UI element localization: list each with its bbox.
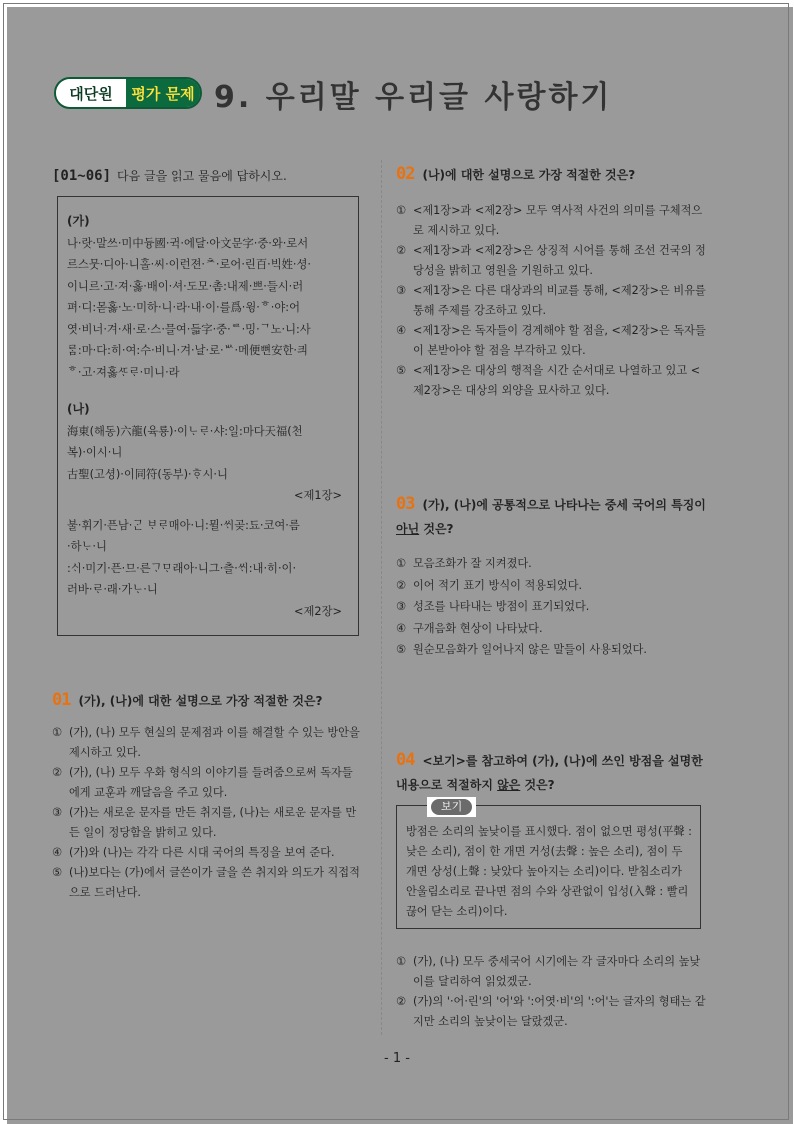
option-item[interactable]: ④ (가)와 (나)는 각각 다른 시대 국어의 특징을 보여 준다. [52,846,335,859]
passage-a-text [67,233,350,384]
passage-line: 古聖(고셩)·이同符(동부)·ᄒᆞ시·니 [67,467,228,481]
option-item[interactable]: ① (가), (나) 모두 중세국어 시기에는 각 글자마다 소리의 높낮이를 달리하여 읽었겠군. [396,955,701,988]
option-list [396,201,706,401]
option-item[interactable]: ③ 성조를 나타내는 방점이 표기되었다. [396,600,590,613]
passage-b-chapter2 [67,515,350,623]
question-range: [01~06] [52,168,112,184]
option-item[interactable]: ② 이어 적기 표기 방식이 적용되었다. [396,578,583,592]
passage-line: 르스뭇·디아·니홀·씨·이런젼·ᄎ·로어·린百·빅姓·셩· [67,258,312,271]
passage-line: 나·랏·말쓰·미中듕國·귁·에달·아文문字·중·와·로서 [67,236,309,250]
question-04 [396,748,706,797]
passage-line: 불·휘기·픈남·ᄀᆞᆫ ᄇᆞᄅᆞ매아·니:뮐·ᄊᆡ곶:됴·코여·름 [67,518,300,532]
question-04-options [396,952,706,1032]
option-item[interactable]: ① <제1장>과 <제2장> 모두 역사적 사건의 의미를 구체적으로 제시하고 있다. [396,204,703,237]
column-divider [381,160,382,1035]
question-stem: 04 <보기>를 참고하여 (가), (나)에 쓰인 방점을 설명한 내용으로 적절하지 않은 것은? [396,750,703,792]
badge-unit-label: 대단원 [56,79,126,107]
passage-line: 엿·비너·겨·새·로·스·믈여·듧字·중·ᄅ·밍·ᄀ노·니:사 [67,322,311,336]
unit-badge [54,77,202,109]
passage-instruction [52,167,360,184]
question-stem: 02 (나)에 대한 설명으로 가장 적절한 것은? [396,164,636,184]
question-stem: 01 (가), (나)에 대한 설명으로 가장 적절한 것은? [52,690,323,710]
option-item[interactable]: ② (가), (나) 모두 우화 형식의 이야기를 들려줌으로써 독자들에게 교훈과 깨달음을 주고 있다. [52,766,353,799]
passage-line: ᄒ·고·져홇ᄯᆞᄅᆞ·미니·라 [67,365,180,379]
question-number: 03 [396,494,415,514]
page-title: 9. 우리말 우리글 사랑하기 [214,80,613,115]
option-list [396,553,706,661]
option-item[interactable]: ① 모음조화가 잘 지켜졌다. [396,557,532,570]
page-number: - 1 - [384,1051,410,1066]
passage-a-label: (가) [67,214,90,228]
passage-line: ·하ᄂᆞ·니 [67,540,107,553]
chapter-tag: <제1장> [294,489,342,502]
passage-line: 海東(해동)六龍(육룡)·이ᄂᆞᄅᆞ·샤:일:마다天福(천 [67,424,303,438]
question-01 [52,690,360,903]
option-list [52,723,360,903]
option-item[interactable]: ③ (가)는 새로운 문자를 만든 취지를, (나)는 새로운 문자를 만든 일이 정당함을 밝히고 있다. [52,806,357,839]
passage-line: 러바·ᄅᆞ·래·가ᄂᆞ·니 [67,583,158,596]
option-item[interactable]: ① (가), (나) 모두 현실의 문제점과 이를 해결할 수 있는 방안을 제시하고 있다. [52,726,360,759]
question-number: 02 [396,164,415,184]
question-02 [396,164,706,401]
passage-line: 이니르·고·져·홇·배이·셔·도모·촘:내제·쁘·들시·러 [67,279,304,293]
option-item[interactable]: ⑤ <제1장>은 대상의 행적을 시간 순서대로 나열하고 있고 <제2장>은 대상의 외양을 묘사하고 있다. [396,364,701,397]
option-item[interactable]: ④ 구개음화 현상이 나타났다. [396,621,543,635]
question-03 [396,492,706,661]
option-list [396,952,706,1032]
option-item[interactable]: ⑤ (나)보다는 (가)에서 글쓴이가 글을 쓴 취지와 의도가 직접적으로 드러난다. [52,866,360,899]
badge-eval-label: 평가 문제 [126,79,200,107]
question-number: 01 [52,690,71,710]
passage-b-chapter1 [67,421,350,507]
bogi-box [396,800,701,929]
option-item[interactable]: ② (가)의 '·어·린'의 '어'와 ':어엿·비'의 ':어'는 글자의 형태는 같지만 소리의 높낮이는 달랐겠군. [396,995,706,1028]
bogi-text: 방점은 소리의 높낮이를 표시했다. 점이 없으면 평성(平聲 : 낮은 소리), 점이 한 개면 거성(去聲 : 높은 소리), 점이 두 개면 상성(上聲 : 낮았다 높아지는 소리)이다. 받침소리가 안울림소리로 끝나면 점의 수와 상관없이 입성(入聲 : 빨리 끊어 닫는 소리)이다. [406,825,692,918]
question-number: 04 [396,750,415,770]
instruction-text: 다음 글을 읽고 물음에 답하시오. [117,169,287,183]
passage-line: ᄅᆞᆷ:마·다:히·여:수·비니·겨·날·로·ᄡ·메便뼌安한·킈 [67,344,308,357]
option-item[interactable]: ④ <제1장>은 독자들이 경계해야 할 점을, <제2장>은 독자들이 본받아야 할 점을 부각하고 있다. [396,324,706,357]
passage-line: 복)·이시·니 [67,446,123,459]
passage-line: :ᄉᆡ·미기·픈·므·른ᄀᆞᄆᆞ래아·니그·츨·ᄊᆡ:내·히·이· [67,561,297,575]
bogi-tag: 보기 [427,797,476,817]
chapter-tag: <제2장> [294,604,342,618]
question-stem: 03 (가), (나)에 공통적으로 나타나는 중세 국어의 특징이 아닌 것은? [396,494,706,536]
option-item[interactable]: ⑤ 원순모음화가 일어나지 않은 말들이 사용되었다. [396,643,647,656]
passage-b-label: (나) [67,402,90,416]
option-item[interactable]: ② <제1장>과 <제2장>은 상징적 시어를 통해 조선 건국의 정당성을 밝히고 영원을 기원하고 있다. [396,244,706,277]
reading-passage [57,196,359,636]
option-item[interactable]: ③ <제1장>은 다른 대상과의 비교를 통해, <제2장>은 비유를 통해 주제를 강조하고 있다. [396,284,706,317]
passage-line: 펴·디:몯홇·노·미하·니·라·내·이·를爲·윙·ᄒ·야:어 [67,301,301,314]
